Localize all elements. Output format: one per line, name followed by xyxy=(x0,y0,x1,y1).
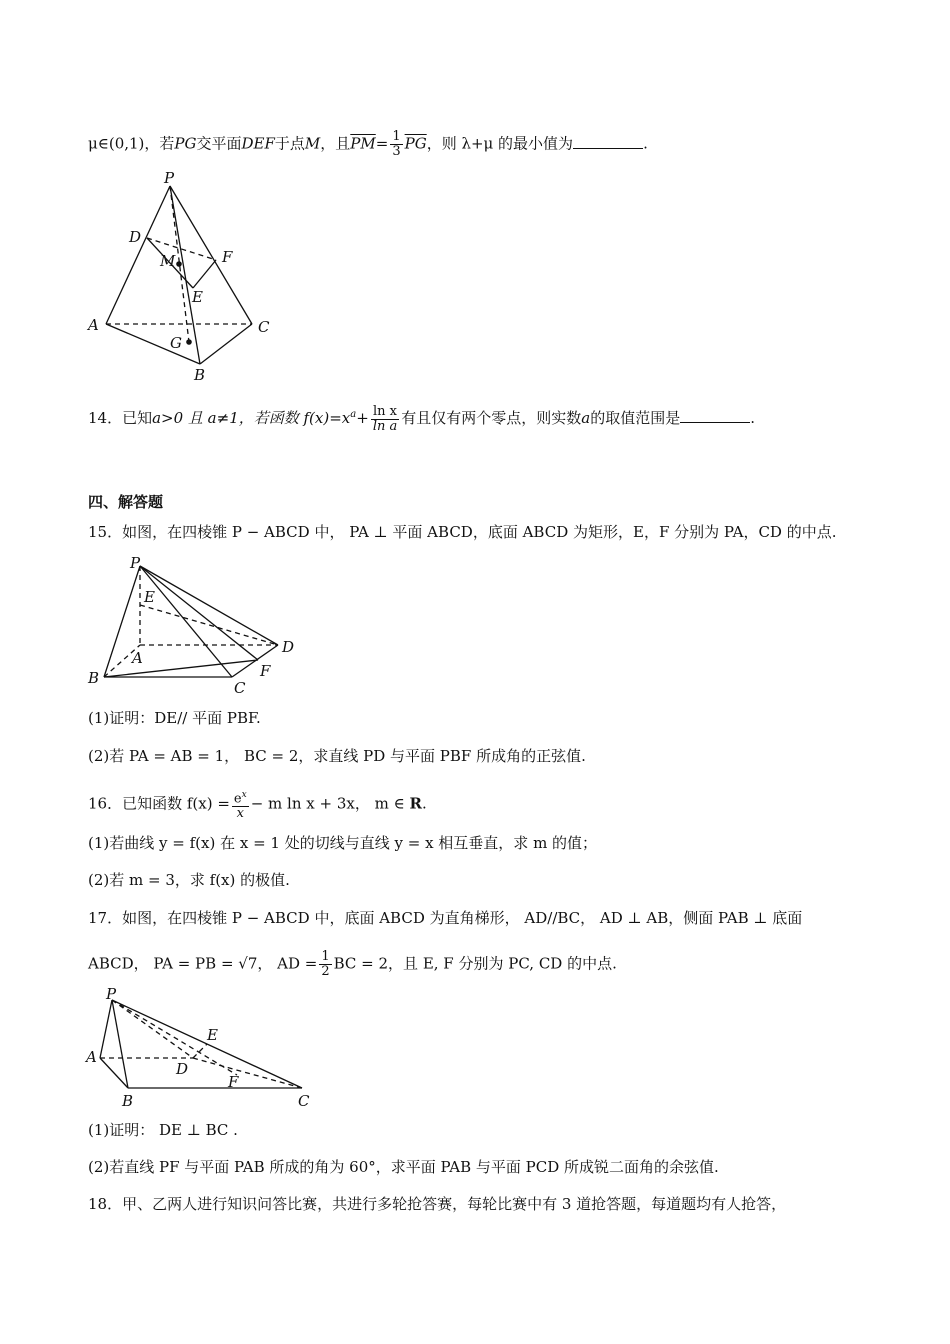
section-heading: 四、解答题 xyxy=(88,493,164,511)
q17-part1: (1)证明： DE ⊥ BC . xyxy=(88,1121,238,1139)
fig13-label: M xyxy=(160,252,176,270)
q17-text: ABCD， PA = PB = √7， AD = xyxy=(88,954,318,973)
point-m xyxy=(176,261,182,267)
q13-text: 交平面 xyxy=(196,134,242,153)
fig15-label: B xyxy=(88,669,100,687)
fig13-label: D xyxy=(129,228,142,246)
q13-text: ，则 λ+μ 的最小值为 xyxy=(426,134,574,153)
q14-text: a>0 且 a≠1，若函数 f(x)=x xyxy=(152,409,351,427)
fig13-label: F xyxy=(222,248,233,266)
fig17-label: C xyxy=(298,1092,310,1110)
fig17-label: E xyxy=(207,1026,218,1044)
q16-text: . xyxy=(421,794,427,813)
q15-part1: (1)证明：DE// 平面 PBF. xyxy=(88,709,261,727)
q17-stem-line1: 17．如图，在四棱锥 P − ABCD 中，底面 ABCD 为直角梯形， AD//BC， AD ⊥ AB，侧面 PAB ⊥ 底面 xyxy=(88,909,803,927)
q16-text: 16．已知函数 f(x) = xyxy=(88,794,230,813)
frac-num xyxy=(232,788,249,807)
fig13-label: E xyxy=(192,288,203,306)
q14-text: . xyxy=(750,409,755,427)
frac-num: ln x xyxy=(371,405,399,420)
q13-text: = xyxy=(375,134,389,153)
fraction-ex-over-x xyxy=(232,788,249,821)
answer-blank[interactable] xyxy=(573,134,643,149)
fig17-label: A xyxy=(86,1048,97,1066)
q15-part2: (2)若 PA = AB = 1， BC = 2，求直线 PD 与平面 PBF 所成角的正弦值. xyxy=(88,747,586,765)
fig13-label: B xyxy=(194,366,206,384)
fig13-label: C xyxy=(258,318,270,336)
fraction-one-third xyxy=(390,130,402,159)
vector-pm: $\overline{PM}$ xyxy=(350,134,376,153)
q16-part2: (2)若 m = 3，求 f(x) 的极值. xyxy=(88,871,290,889)
fig15-label: F xyxy=(260,662,271,680)
fig13-label: G xyxy=(170,334,182,352)
q15-stem: 15．如图，在四棱锥 P − ABCD 中， PA ⊥ 平面 ABCD，底面 ABCD 为矩形，E，F 分别为 PA，CD 的中点. xyxy=(88,523,837,541)
real-set-symbol: R xyxy=(409,794,422,813)
q17-text: BC = 2，且 E, F 分别为 PC, CD 的中点. xyxy=(333,954,617,973)
q17-part2: (2)若直线 PF 与平面 PAB 所成的角为 60°，求平面 PAB 与平面 PCD 所成锐二面角的余弦值. xyxy=(88,1158,719,1176)
q13-text: . xyxy=(643,134,648,153)
frac-num-sup: x xyxy=(241,790,247,800)
q14-text: 的取值范围是 xyxy=(590,409,681,427)
frac-den: x xyxy=(236,806,244,822)
fig15-label: D xyxy=(282,638,295,656)
q13-text: M xyxy=(304,134,321,153)
fig17-label: F xyxy=(228,1073,239,1091)
vector-pg: $\overline{PG}$ xyxy=(404,134,427,153)
frac-num: 1 xyxy=(321,949,330,964)
fraction-lnx-lna xyxy=(371,405,399,434)
q14-text: 有且仅有两个零点，则实数 xyxy=(401,409,582,427)
fig15-label: E xyxy=(144,588,155,606)
fig17-label: P xyxy=(106,985,117,1003)
point-g xyxy=(186,339,192,345)
q13-tail-line xyxy=(88,130,648,159)
fig15-label: C xyxy=(234,679,246,697)
frac-num-base: e xyxy=(233,791,242,807)
q13-text: μ∈(0,1)，若 xyxy=(88,134,175,153)
q14-text: 14．已知 xyxy=(88,409,153,427)
fig15-label: A xyxy=(132,649,143,667)
q13-text: ，且 xyxy=(320,134,351,153)
q14-text: + xyxy=(356,409,369,427)
q13-text: PG xyxy=(174,134,197,153)
answer-blank[interactable] xyxy=(680,408,750,423)
q16-stem xyxy=(88,788,427,821)
q18-stem: 18．甲、乙两人进行知识问答比赛，共进行多轮抢答赛，每轮比赛中有 3 道抢答题，每道题均有人抢答， xyxy=(88,1195,787,1213)
fig17-label: B xyxy=(122,1092,134,1110)
frac-den: 2 xyxy=(321,964,330,979)
fraction-one-half xyxy=(319,950,331,979)
q14-line xyxy=(88,404,755,434)
q17-stem-line2 xyxy=(88,950,617,979)
q13-text: 于点 xyxy=(274,134,305,153)
q13-text: DEF xyxy=(241,134,275,153)
fig13-label: A xyxy=(88,316,99,334)
q14-text: a xyxy=(581,409,591,427)
q16-text: − m ln x + 3x， m ∈ xyxy=(250,794,410,813)
q16-part1: (1)若曲线 y = f(x) 在 x = 1 处的切线与直线 y = x 相互垂直，求 m 的值； xyxy=(88,834,598,852)
fig15-label: P xyxy=(130,554,141,572)
frac-den: 3 xyxy=(392,144,401,159)
q14-sup: a xyxy=(350,409,357,420)
fig17-label: D xyxy=(176,1060,189,1078)
fig13-label: P xyxy=(164,169,175,187)
frac-den: ln a xyxy=(372,418,398,434)
frac-num: 1 xyxy=(392,129,401,144)
